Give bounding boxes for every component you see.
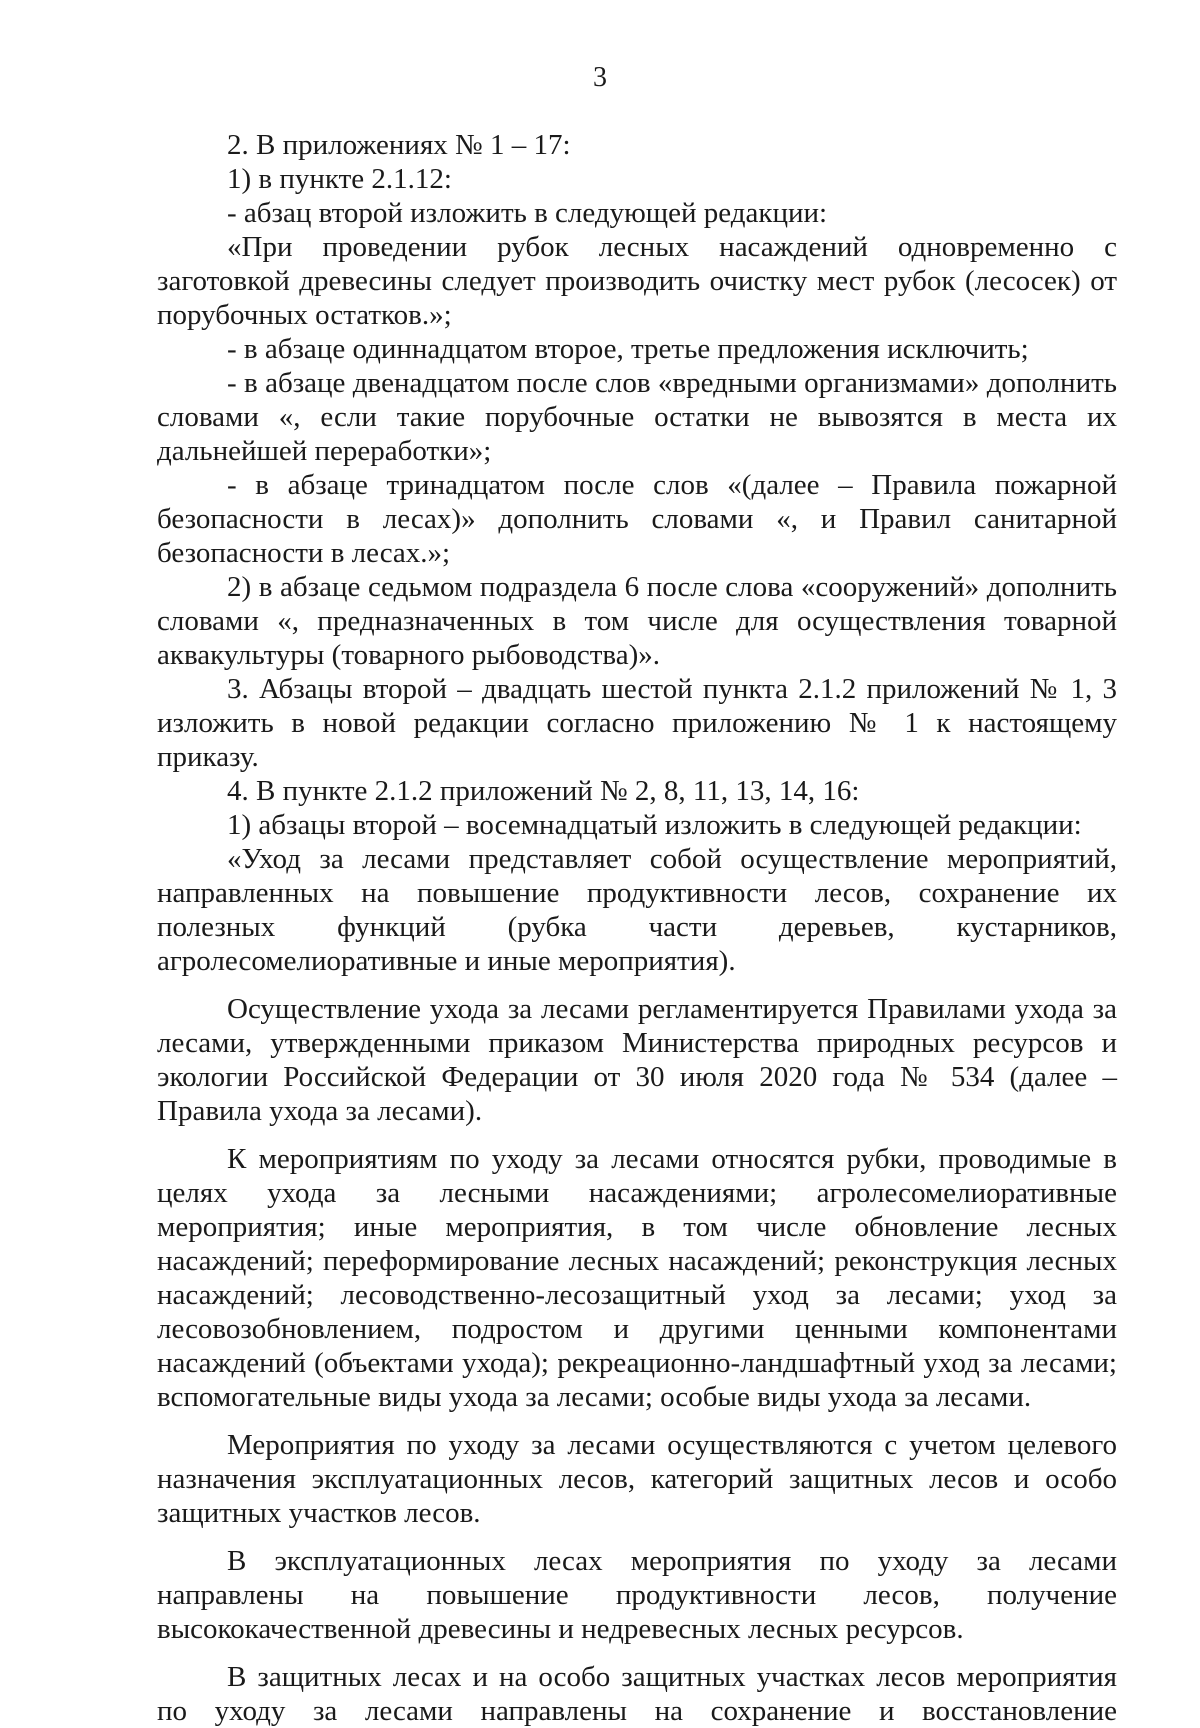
paragraph: В защитных лесах и на особо защитных участках лесов мероприятия по уходу за лесами направлены на сохранение и восстановление: [157, 1661, 1117, 1727]
paragraph: 4. В пункте 2.1.2 приложений № 2, 8, 11, 13, 14, 16:: [227, 775, 860, 807]
paragraph: - абзац второй изложить в следующей редакции:: [227, 197, 828, 229]
paragraph: 2. В приложениях № 1 – 17:: [227, 129, 571, 161]
paragraph: - в абзаце тринадцатом после слов «(далее – Правила пожарной безопасности в лесах)» дополнить словами «, и Правил санитарной безопасности в лесах.»;: [157, 469, 1117, 569]
paragraph: 2) в абзаце седьмом подраздела 6 после слова «сооружений» дополнить словами «, предназначенных в том числе для осуществления товарной аквакультуры (товарного рыбоводства)».: [157, 571, 1117, 671]
paragraph: - в абзаце одиннадцатом второе, третье предложения исключить;: [227, 333, 1029, 365]
paragraph: 1) в пункте 2.1.12:: [227, 163, 452, 195]
paragraph: - в абзаце двенадцатом после слов «вредными организмами» дополнить словами «, если такие порубочные остатки не вывозятся в места их дальнейшей переработки»;: [157, 367, 1117, 467]
paragraph: Осуществление ухода за лесами регламентируется Правилами ухода за лесами, утвержденными приказом Министерства природных ресурсов и экологии Российской Федерации от 30 июля 2020 года № 534 (далее – Правила ухода за лесами).: [157, 993, 1117, 1127]
paragraph: «При проведении рубок лесных насаждений одновременно с заготовкой древесины следует производить очистку мест рубок (лесосек) от порубочных остатков.»;: [157, 231, 1117, 331]
page-number: 3: [593, 62, 607, 93]
paragraph: 3. Абзацы второй – двадцать шестой пункта 2.1.2 приложений № 1, 3 изложить в новой редакции согласно приложению № 1 к настоящему приказу.: [157, 673, 1117, 773]
document-body: [157, 128, 1117, 1728]
paragraph: 1) абзацы второй – восемнадцатый изложить в следующей редакции:: [227, 809, 1082, 841]
paragraph: Мероприятия по уходу за лесами осуществляются с учетом целевого назначения эксплуатационных лесов, категорий защитных лесов и особо защитных участков лесов.: [157, 1429, 1117, 1529]
paragraph: К мероприятиям по уходу за лесами относятся рубки, проводимые в целях ухода за лесными насаждениями; агролесомелиоративные мероприятия; иные мероприятия, в том числе обновление лесных насаждений; переформирование лесных насаждений; реконструкция лесных насаждений; лесоводственно-лесозащитный уход за лесами; уход за лесовозобновлением, подростом и другими ценными компонентами насаждений (объектами ухода); рекреационно-ландшафтный уход за лесами; вспомогательные виды ухода за лесами; особые виды ухода за лесами.: [157, 1143, 1117, 1413]
paragraph: «Уход за лесами представляет собой осуществление мероприятий, направленных на повышение продуктивности лесов, сохранение их полезных функций (рубка части деревьев, кустарников, агролесомелиоративные и иные мероприятия).: [157, 843, 1117, 977]
paragraph: В эксплуатационных лесах мероприятия по уходу за лесами направлены на повышение продуктивности лесов, получение высококачественной древесины и недревесных лесных ресурсов.: [157, 1545, 1117, 1645]
